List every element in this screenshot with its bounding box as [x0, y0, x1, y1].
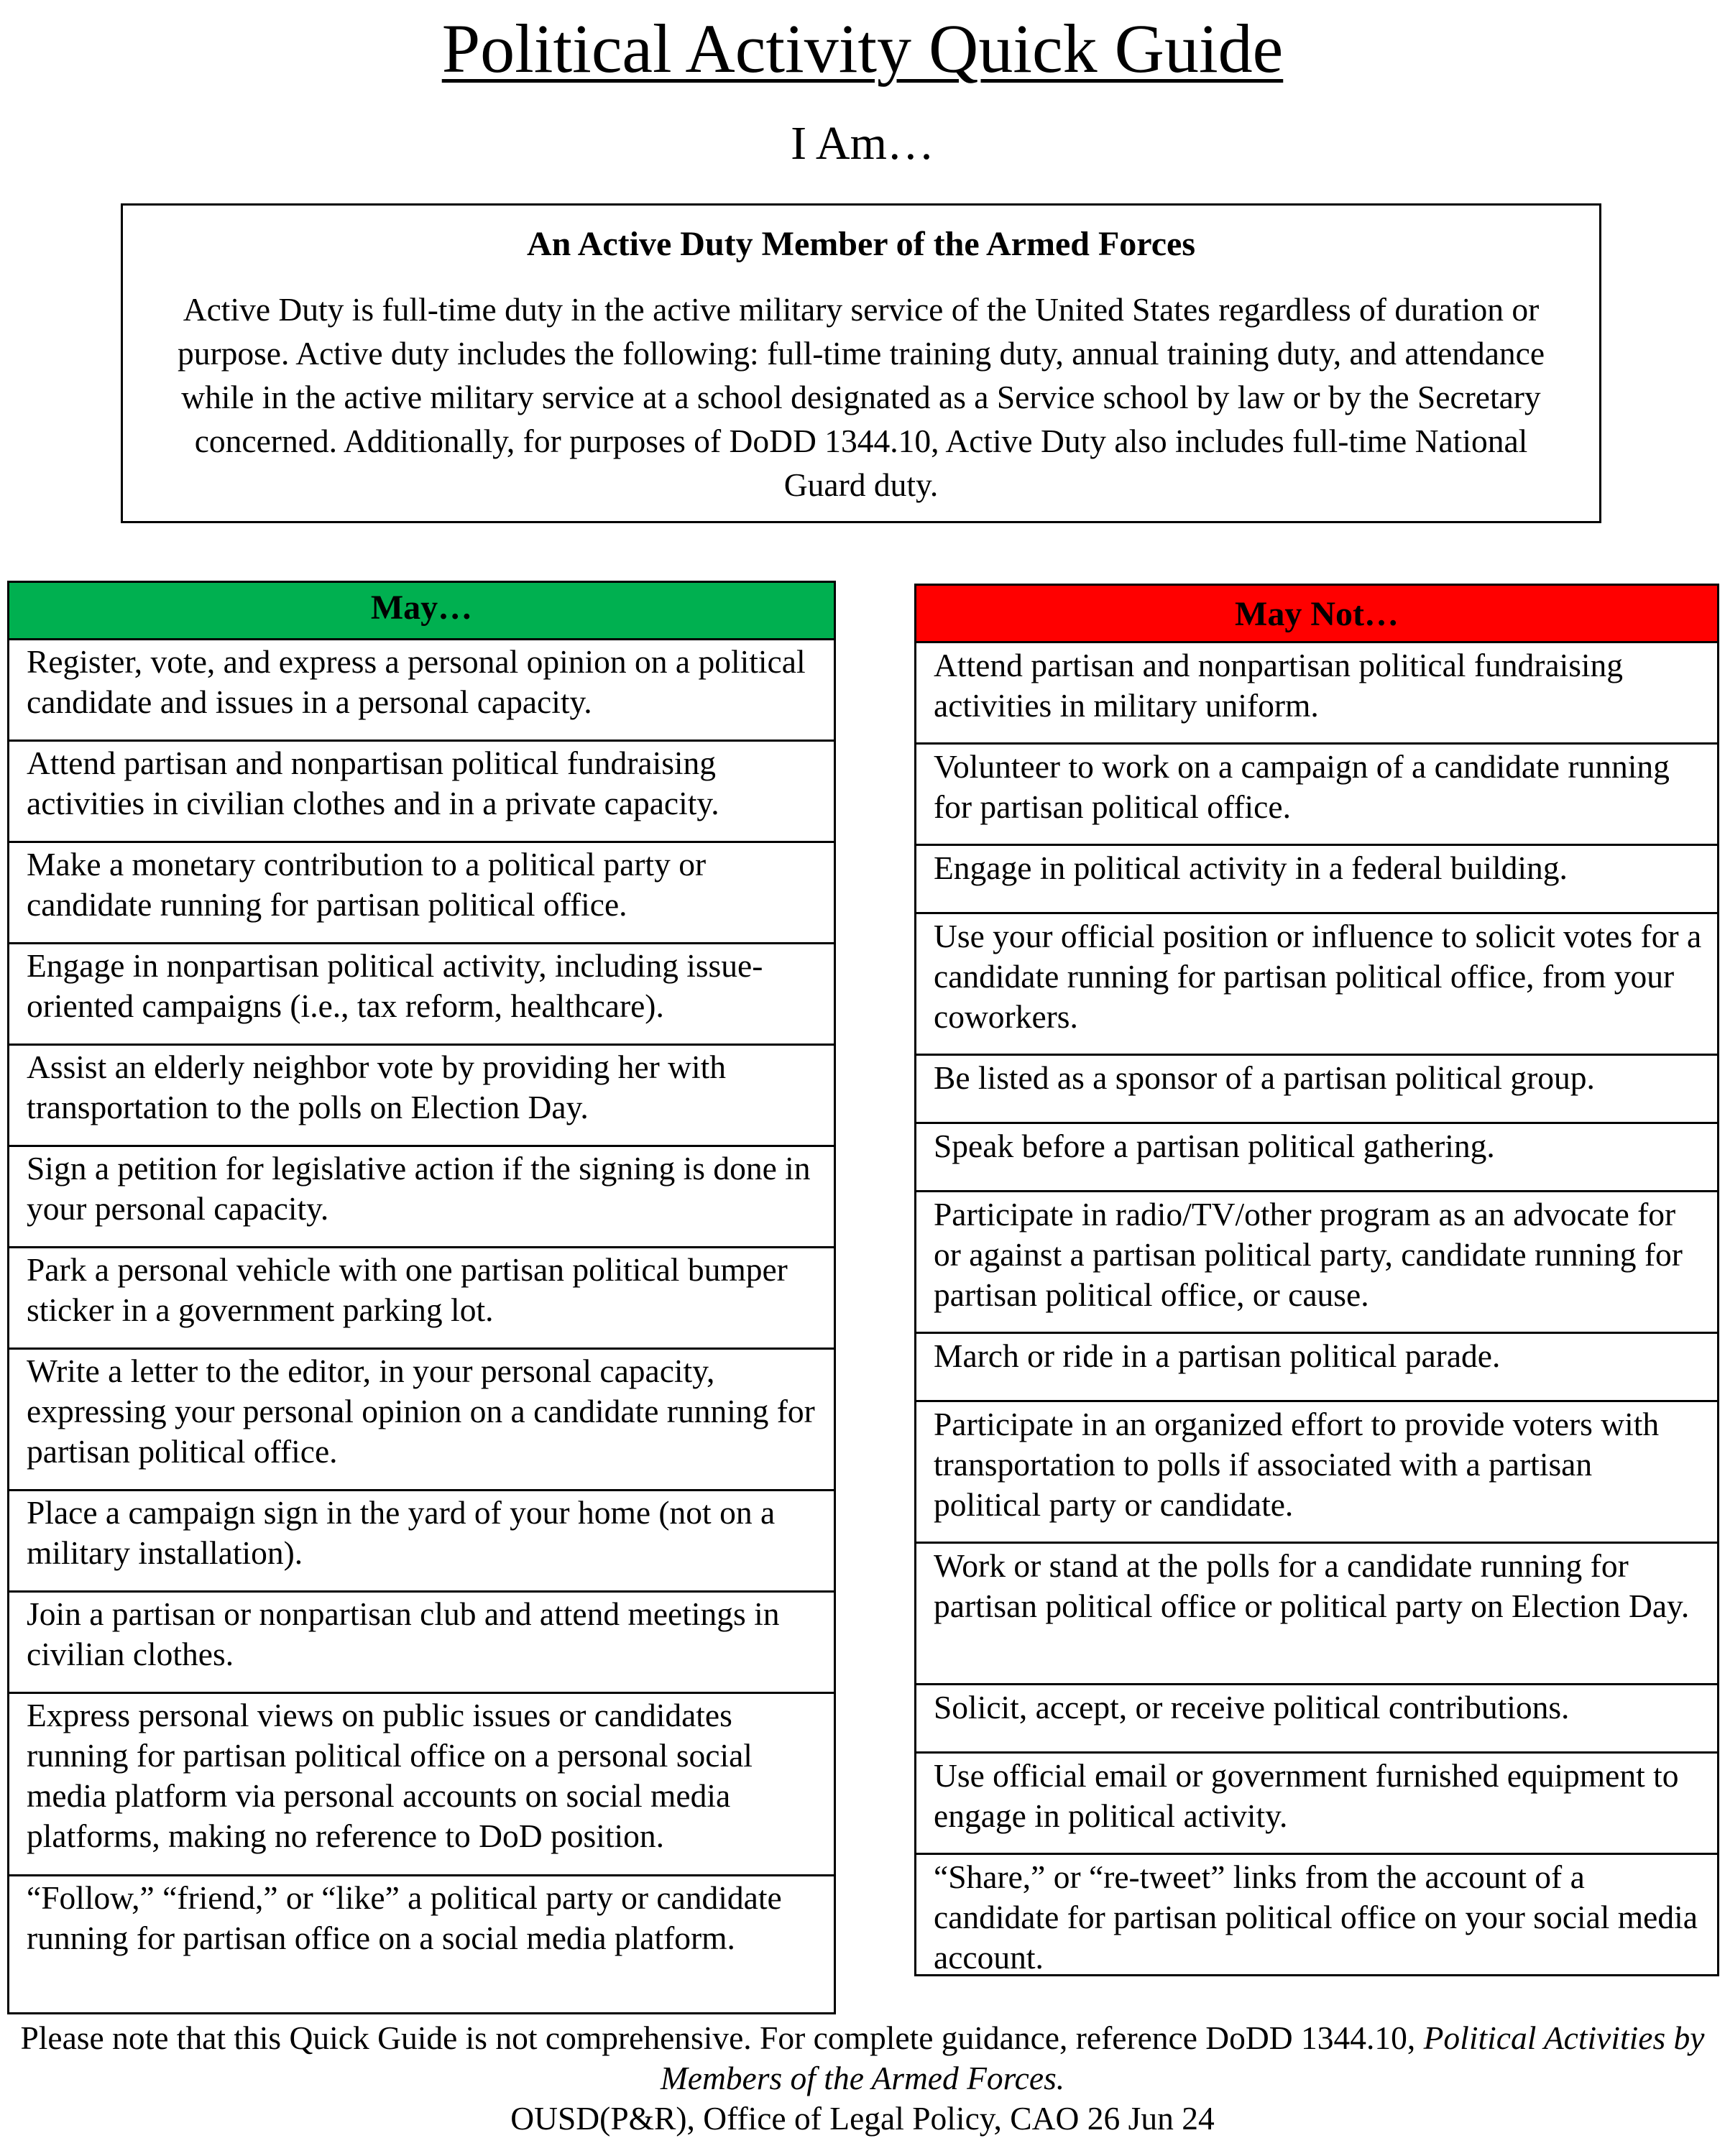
may-item: “Follow,” “friend,” or “like” a political party or candidate running for partisan office on a social media platform. [27, 1879, 782, 1956]
may-item: Make a monetary contribution to a political party or candidate running for partisan political office. [9, 843, 834, 944]
footer-note-prefix: Please note that this Quick Guide is not comprehensive. For complete guidance, reference DoDD 1344.10, [20, 2019, 1416, 2056]
may-not-item: Speak before a partisan political gathering. [916, 1124, 1717, 1192]
footer-source: OUSD(P&R), Office of Legal Policy, CAO 26 Jun 24 [510, 2100, 1215, 2137]
may-not-item: Participate in radio/TV/other program as an advocate for or against a partisan political party, candidate running for partisan political office, or cause. [916, 1192, 1717, 1334]
may-item: Assist an elderly neighbor vote by providing her with transportation to the polls on Election Day. [9, 1046, 834, 1147]
intro-box [121, 203, 1601, 523]
may-not-item: Solicit, accept, or receive political contributions. [916, 1685, 1717, 1754]
may-not-item: Participate in an organized effort to provide voters with transportation to polls if associated with a partisan political party or candidate. [916, 1402, 1717, 1544]
intro-heading: An Active Duty Member of the Armed Forces [527, 225, 1195, 263]
may-not-item: Attend partisan and nonpartisan political fundraising activities in military uniform. [916, 643, 1717, 745]
may-item: Sign a petition for legislative action if the signing is done in your personal capacity. [9, 1147, 834, 1248]
may-not-item: March or ride in a partisan political parade. [916, 1334, 1717, 1402]
may-not-item: Engage in political activity in a federal building. [916, 846, 1717, 914]
footer-note [0, 2018, 1725, 2139]
may-item: Park a personal vehicle with one partisan political bumper sticker in a government parking lot. [9, 1248, 834, 1350]
may-item: Express personal views on public issues or candidates running for partisan political office on a personal social media platform via personal accounts on social media platforms, making no reference to DoD position. [9, 1694, 834, 1876]
footer-note-title: Political Activities by Members of the Armed Forces. [660, 2019, 1705, 2096]
may-item: Attend partisan and nonpartisan political fundraising activities in civilian clothes and in a private capacity. [9, 742, 834, 843]
may-item: Register, vote, and express a personal opinion on a political candidate and issues in a personal capacity. [9, 640, 834, 742]
page-title: Political Activity Quick Guide [441, 10, 1284, 87]
may-item: Engage in nonpartisan political activity, including issue-oriented campaigns (i.e., tax reform, healthcare). [9, 944, 834, 1046]
may-not-item: Work or stand at the polls for a candidate running for partisan political office or political party on Election Day. [916, 1544, 1717, 1685]
may-column [7, 581, 836, 2014]
may-not-column [914, 584, 1719, 1976]
page-subtitle: I Am… [791, 117, 934, 170]
may-not-item: Volunteer to work on a campaign of a candidate running for partisan political office. [916, 745, 1717, 846]
may-not-header: May Not… [916, 586, 1717, 643]
may-not-item: Be listed as a sponsor of a partisan political group. [916, 1056, 1717, 1124]
may-header: May… [9, 583, 834, 640]
intro-body: Active Duty is full-time duty in the active military service of the United States regardless of duration or purpose. Active duty includes the following: full-time training duty, annual training duty, and attendance while in the active military service at a school designated as a Service school by law or by the Secretary concerned. Additionally, for purposes of DoDD 1344.10, Active Duty also includes full-time National Guard duty. [177, 291, 1545, 503]
may-not-item: Use your official position or influence to solicit votes for a candidate running for partisan political office, from your coworkers. [916, 914, 1717, 1056]
may-item: Place a campaign sign in the yard of your home (not on a military installation). [9, 1491, 834, 1593]
may-item: Write a letter to the editor, in your personal capacity, expressing your personal opinion on a candidate running for partisan political office. [9, 1350, 834, 1491]
may-item: Join a partisan or nonpartisan club and attend meetings in civilian clothes. [9, 1593, 834, 1694]
may-not-item: Use official email or government furnished equipment to engage in political activity. [916, 1754, 1717, 1855]
may-not-item: “Share,” or “re-tweet” links from the account of a candidate for partisan political office on your social media account. [934, 1858, 1698, 1976]
